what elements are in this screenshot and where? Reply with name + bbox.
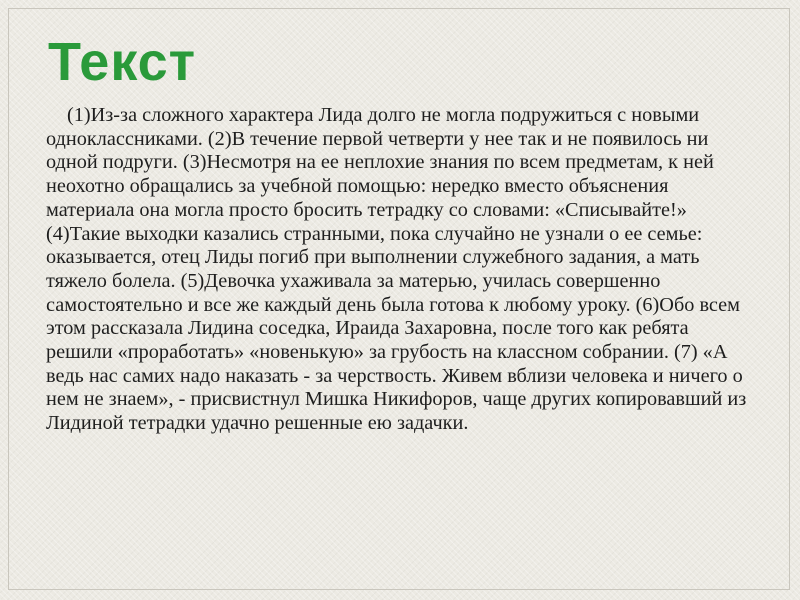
body-paragraph: (1)Из-за сложного характера Лида долго не могла подружиться с новыми одноклассниками. (2)В течение первой четверти у нее так и не появилось ни одной подруги. (3)Несмотря на ее неплохие знания по всем предметам, к ней неохотно обращались за учебной помощью: нередко вместо объяснения материала она могла просто бросить тетрадку со словами: «Списывайте!» (4)Такие выходки казались странными, пока случайно не узнали о ее семье: оказывается, отец Лиды погиб при выполнении служебного задания, а мать тяжело болела. (5)Девочка ухаживала за матерью, училась совершенно самостоятельно и все же каждый день была готова к любому уроку. (6)Обо всем этом рассказала Лидина соседка, Ираида Захаровна, после того как ребята решили «проработать» «новенькую» за грубость на классном собрании. (7) «А ведь нас самих надо наказать - за черствость. Живем вблизи человека и ничего о нем не знаем», - присвистнул Мишка Никифоров, чаще других копировавший из Лидиной тетрадки удачно решенные ею задачки. [46, 104, 747, 435]
slide-title: Текст [48, 32, 197, 92]
slide-body-text [46, 104, 758, 436]
